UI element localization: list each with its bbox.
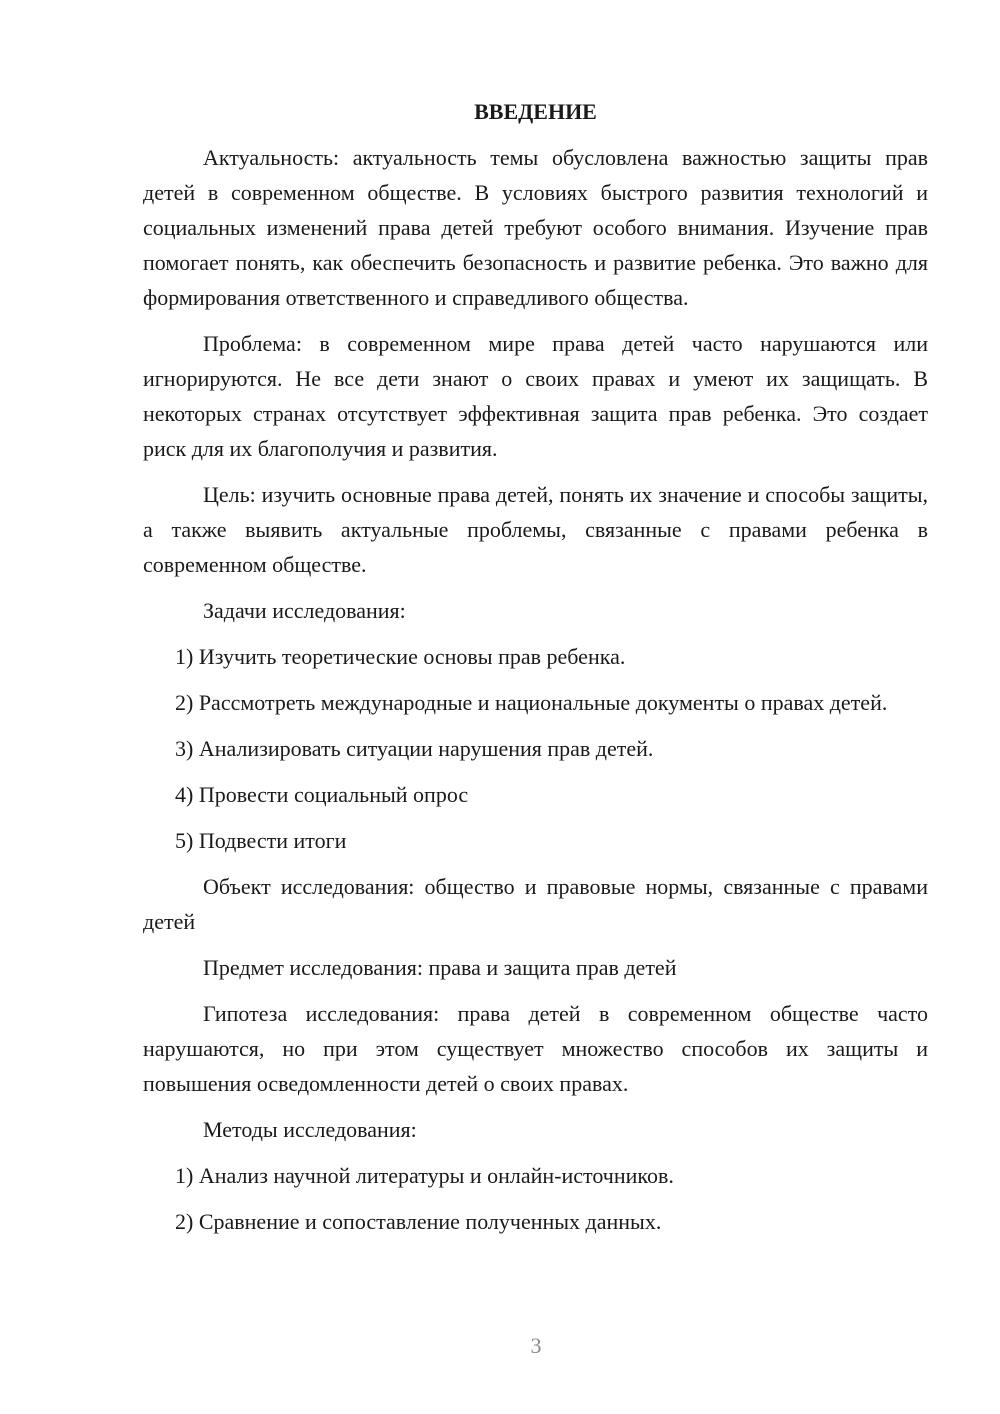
tasks-heading: Задачи исследования: xyxy=(203,598,406,623)
page-title: ВВЕДЕНИЕ xyxy=(474,99,597,124)
page-content xyxy=(143,94,928,1250)
method-item: 1) Анализ научной литературы и онлайн-источников. xyxy=(175,1163,674,1188)
paragraph-object: Объект исследования: общество и правовые нормы, связанные с правами детей xyxy=(143,874,928,934)
task-item: 1) Изучить теоретические основы прав ребенка. xyxy=(175,644,626,669)
task-item: 4) Провести социальный опрос xyxy=(175,782,469,807)
task-item: 5) Подвести итоги xyxy=(175,828,347,853)
task-item: 3) Анализировать ситуации нарушения прав детей. xyxy=(175,736,654,761)
page-number: 3 xyxy=(530,1333,542,1358)
paragraph-goal: Цель: изучить основные права детей, понять их значение и способы защиты, а также выявить актуальные проблемы, связанные с правами ребенка в современном обществе. xyxy=(143,482,928,577)
paragraph-hypothesis: Гипотеза исследования: права детей в современном обществе часто нарушаются, но при этом существует множество способов их защиты и повышения осведомленности детей о своих правах. xyxy=(143,1001,928,1096)
paragraph-problem: Проблема: в современном мире права детей часто нарушаются или игнорируются. Не все дети знают о своих правах и умеют их защищать. В некоторых странах отсутствует эффективная защита прав ребенка. Это создает риск для их благополучия и развития. xyxy=(143,331,928,461)
task-item: 2) Рассмотреть международные и национальные документы о правах детей. xyxy=(175,690,888,715)
paragraph-relevance: Актуальность: актуальность темы обусловлена важностью защиты прав детей в современном обществе. В условиях быстрого развития технологий и социальных изменений права детей требуют особого внимания. Изучение прав помогает понять, как обеспечить безопасность и развитие ребенка. Это важно для формирования ответственного и справедливого общества. xyxy=(143,145,928,310)
paragraph-subject: Предмет исследования: права и защита прав детей xyxy=(203,955,677,980)
method-item: 2) Сравнение и сопоставление полученных данных. xyxy=(175,1209,662,1234)
methods-heading: Методы исследования: xyxy=(203,1117,417,1142)
